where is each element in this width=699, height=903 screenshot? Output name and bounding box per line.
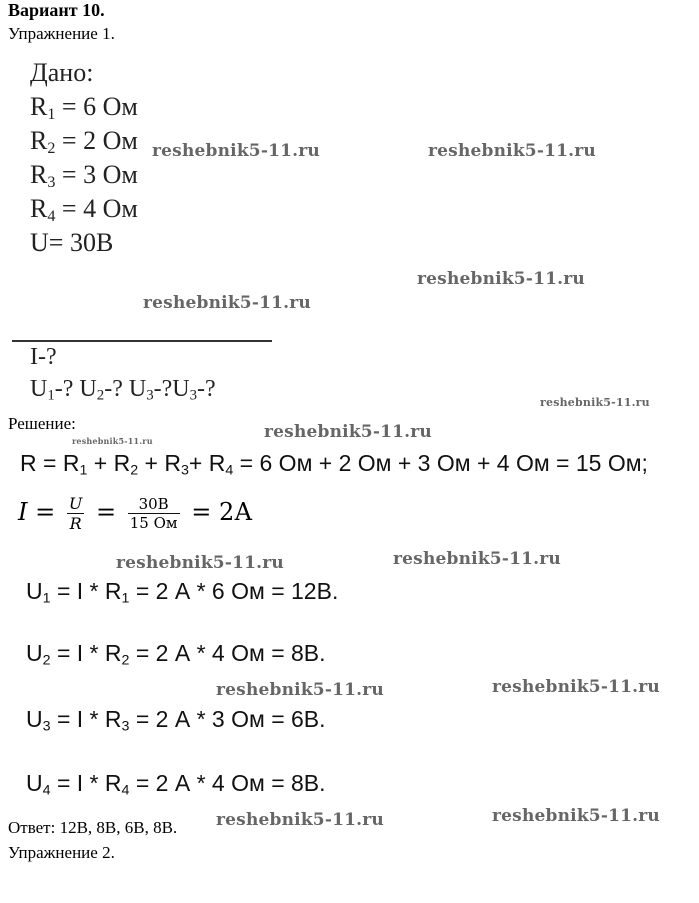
given-r3: $R_3 = 3$ Ом xyxy=(30,160,138,192)
watermark: reshebnik5-11.ru xyxy=(143,293,311,313)
watermark: reshebnik5-11.ru xyxy=(152,141,320,161)
watermark: reshebnik5-11.ru xyxy=(72,436,153,446)
find-current: I-? xyxy=(30,344,57,370)
given-r4: $R_4 = 4$ Ом xyxy=(30,194,138,226)
watermark: reshebnik5-11.ru xyxy=(492,677,660,697)
watermark: reshebnik5-11.ru xyxy=(428,141,596,161)
exercise-2-heading: Упражнение 2. xyxy=(8,843,115,862)
watermark: reshebnik5-11.ru xyxy=(540,396,650,409)
watermark: reshebnik5-11.ru xyxy=(417,269,585,289)
given-voltage: U= 30В xyxy=(30,228,114,257)
given-r2: $R_2 = 2$ Ом xyxy=(30,126,138,158)
given-r1: $R_1 = 6$ Ом xyxy=(30,92,138,124)
watermark: reshebnik5-11.ru xyxy=(393,549,561,569)
u1-equation: $U_1 = I * R_1 = 2$ А * 6 Ом = 12В. xyxy=(26,578,339,607)
exercise-1-heading: Упражнение 1. xyxy=(8,24,115,43)
solution-label: Решение: xyxy=(8,414,76,433)
watermark: reshebnik5-11.ru xyxy=(264,422,432,442)
watermark: reshebnik5-11.ru xyxy=(216,810,384,830)
u4-equation: $U_4 = I * R_4 = 2$ А * 4 Ом = 8В. xyxy=(26,770,326,799)
watermark: reshebnik5-11.ru xyxy=(216,680,384,700)
given-title: Дано: xyxy=(30,58,94,87)
variant-title: Вариант 10. xyxy=(8,0,105,20)
resistance-equation: $R = R_1 + R_2 + R_3+ R_4 = 6$ Ом + 2 Ом + 3 Ом + 4 Ом = 15 Ом; xyxy=(20,450,648,479)
u2-equation: $U_2 = I * R_2 = 2$ А * 4 Ом = 8В. xyxy=(26,640,326,669)
watermark: reshebnik5-11.ru xyxy=(492,806,660,826)
answer-line: Ответ: 12В, 8В, 6В, 8В. xyxy=(8,818,178,837)
watermark: reshebnik5-11.ru xyxy=(116,553,284,573)
find-voltages: $U_1-$? $U_2-$? $U_3-?U_3-$? xyxy=(30,376,216,404)
u3-equation: $U_3 = I * R_3 = 2$ А * 3 Ом = 6В. xyxy=(26,706,326,735)
ohm-law-equation: I = $\frac{U}{R}$ = $\frac{30В}{15 Ом}$ = 2А xyxy=(18,494,253,533)
given-divider xyxy=(12,340,272,342)
